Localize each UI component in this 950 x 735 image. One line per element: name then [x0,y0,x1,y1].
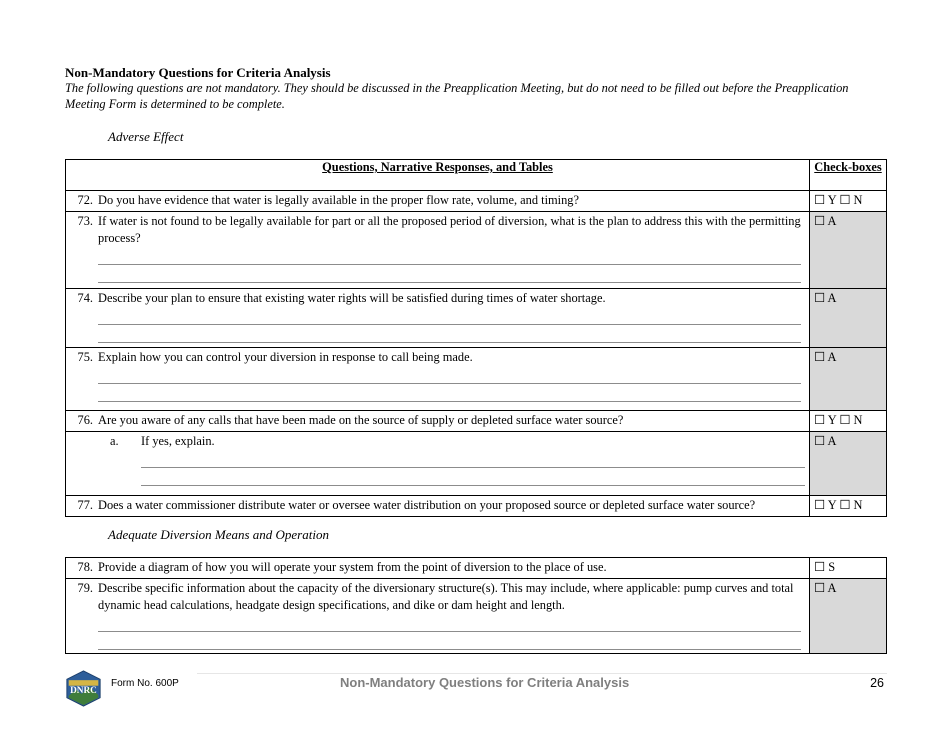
checkbox-a[interactable]: ☐ A [810,212,887,289]
section-title-adequate-diversion: Adequate Diversion Means and Operation [108,527,329,542]
question-text: Do you have evidence that water is legally available in the proper flow rate, volume, and timing? [98,193,580,207]
response-line[interactable] [98,247,801,265]
response-line[interactable] [98,325,801,343]
question-row-76 [66,411,887,432]
sub-question-label: a. [110,434,119,448]
questions-table-adverse-effect [65,159,887,517]
checkbox-a[interactable]: ☐ A [810,432,887,496]
response-line[interactable] [98,265,801,283]
checkbox-y-n[interactable]: ☐ Y ☐ N [810,191,887,212]
question-number: 74. [77,291,93,305]
response-line[interactable] [141,450,805,468]
question-row-79 [66,579,887,654]
question-row-74 [66,289,887,348]
checkbox-y-n[interactable]: ☐ Y ☐ N [810,496,887,517]
page-heading: Non-Mandatory Questions for Criteria Analysis [65,65,331,80]
checkbox-s[interactable]: ☐ S [810,558,887,579]
question-number: 73. [77,214,93,228]
question-number: 79. [77,581,93,595]
response-line[interactable] [98,384,801,402]
footer-divider [197,673,887,674]
section-title-adverse-effect: Adverse Effect [108,129,184,144]
response-line[interactable] [98,307,801,325]
question-text: Does a water commissioner distribute water or oversee water distribution on your proposed source or depleted surface water source? [98,498,756,512]
response-line[interactable] [98,632,801,650]
question-row-78 [66,558,887,579]
question-text: Are you aware of any calls that have been made on the source of supply or depleted surface water source? [98,413,624,427]
checkbox-y-n[interactable]: ☐ Y ☐ N [810,411,887,432]
form-number: Form No. 600P [111,678,179,689]
page-number: 26 [870,676,884,690]
questions-table-diversion [65,557,887,654]
question-number: 78. [77,560,93,574]
question-text: Explain how you can control your diversion in response to call being made. [98,350,473,364]
question-row-72 [66,191,887,212]
logo-text: DNRC [70,686,97,697]
question-row-76a [66,432,887,496]
checkbox-a[interactable]: ☐ A [810,289,887,348]
question-row-75 [66,348,887,411]
response-line[interactable] [98,614,801,632]
question-number: 72. [77,193,93,207]
checkbox-a[interactable]: ☐ A [810,579,887,654]
question-text: Describe your plan to ensure that existing water rights will be satisfied during times of water shortage. [98,291,606,305]
question-number: 77. [77,498,93,512]
dnrc-logo-icon [65,670,102,707]
footer-title: Non-Mandatory Questions for Criteria Analysis [340,675,630,690]
question-text: If yes, explain. [141,434,215,448]
question-number: 76. [77,413,93,427]
questions-column-header: Questions, Narrative Responses, and Tables [66,160,810,191]
question-text: Provide a diagram of how you will operate your system from the point of diversion to the place of use. [98,560,607,574]
question-text: Describe specific information about the capacity of the diversionary structure(s). This may include, where applicable: pump curves and total dynamic head calculations, headgate design specifications, and dike or dam height and length. [98,581,794,612]
response-line[interactable] [141,468,805,486]
question-text: If water is not found to be legally available for part or all the proposed period of diversion, what is the plan to address this with the permitting process? [98,214,801,245]
question-row-73 [66,212,887,289]
checkbox-a[interactable]: ☐ A [810,348,887,411]
question-number: 75. [77,350,93,364]
response-line[interactable] [98,366,801,384]
checkboxes-column-header: Check-boxes [810,160,887,191]
intro-text: The following questions are not mandatory. They should be discussed in the Preapplication Meeting, but do not need to be filled out before the Preapplication Meeting Form is determined to be complete. [65,81,849,111]
question-row-77 [66,496,887,517]
